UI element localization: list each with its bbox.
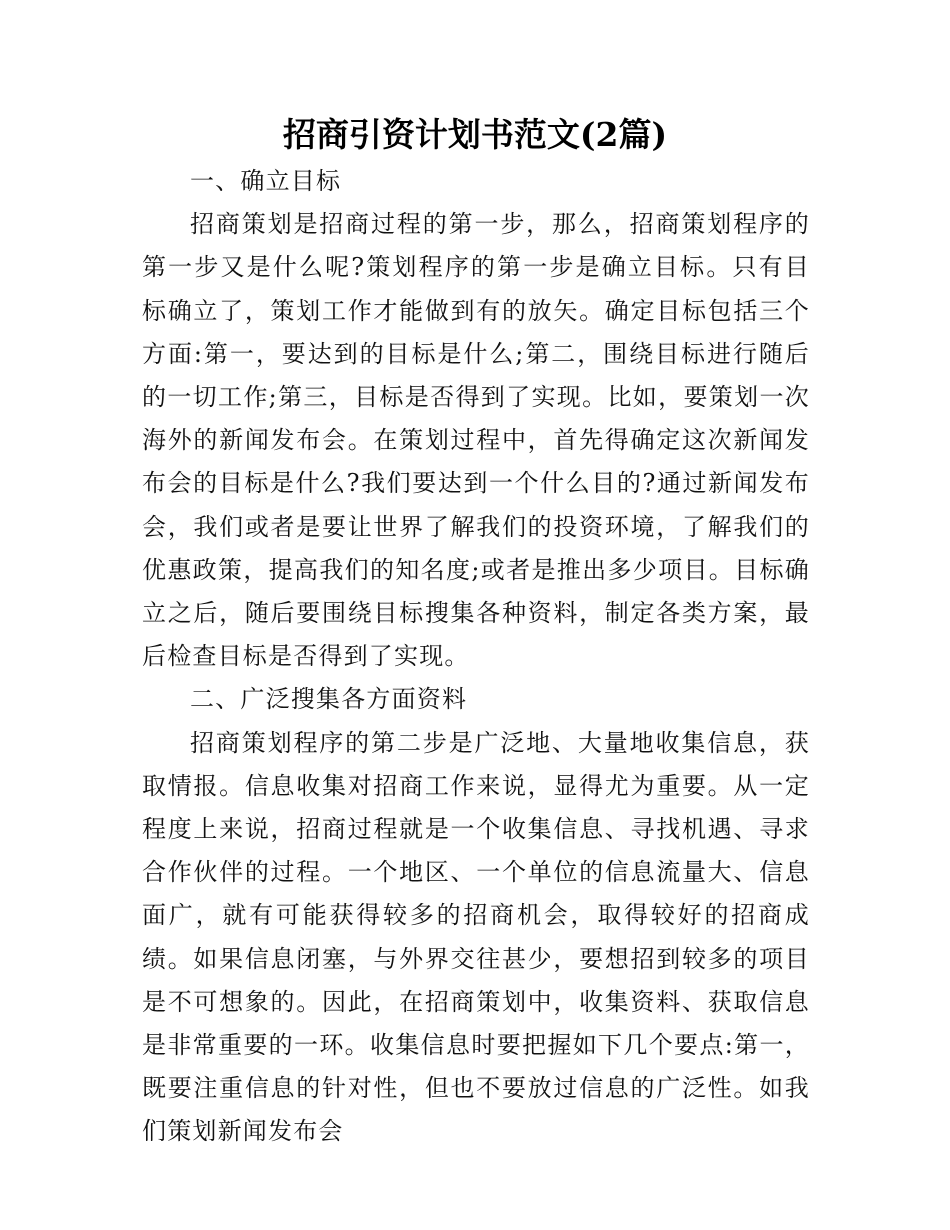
- section-heading: 二、广泛搜集各方面资料: [190, 685, 468, 714]
- section-paragraph: 招商策划程序的第二步是广泛地、大量地收集信息，获取情报。信息收集对招商工作来说，显得尤为重要。从一定程度上来说，招商过程就是一个收集信息、寻找机遇、寻求合作伙伴的过程。一个地区、一个单位的信息流量大、信息面广，就有可能获得较多的招商机会，取得较好的招商成绩。如果信息闭塞，与外界交往甚少，要想招到较多的项目是不可想象的。因此，在招商策划中，收集资料、获取信息是非常重要的一环。收集信息时要把握如下几个要点:第一，既要注重信息的针对性，但也不要放过信息的广泛性。如我们策划新闻发布会: [142, 728, 810, 1146]
- section-paragraph: 招商策划是招商过程的第一步，那么，招商策划程序的第一步又是什么呢?策划程序的第一步是确立目标。只有目标确立了，策划工作才能做到有的放矢。确定目标包括三个方面:第一，要达到的目标是什么;第二，围绕目标进行随后的一切工作;第三，目标是否得到了实现。比如，要策划一次海外的新闻发布会。在策划过程中，首先得确定这次新闻发布会的目标是什么?我们要达到一个什么目的?通过新闻发布会，我们或者是要让世界了解我们的投资环境，了解我们的优惠政策，提高我们的知名度;或者是推出多少项目。目标确立之后，随后要围绕目标搜集各种资料，制定各类方案，最后检查目标是否得到了实现。: [142, 210, 810, 671]
- document-body: [142, 160, 810, 1154]
- section-heading: 一、确立目标: [190, 167, 342, 195]
- document-title: 招商引资计划书范文(2篇): [282, 115, 668, 154]
